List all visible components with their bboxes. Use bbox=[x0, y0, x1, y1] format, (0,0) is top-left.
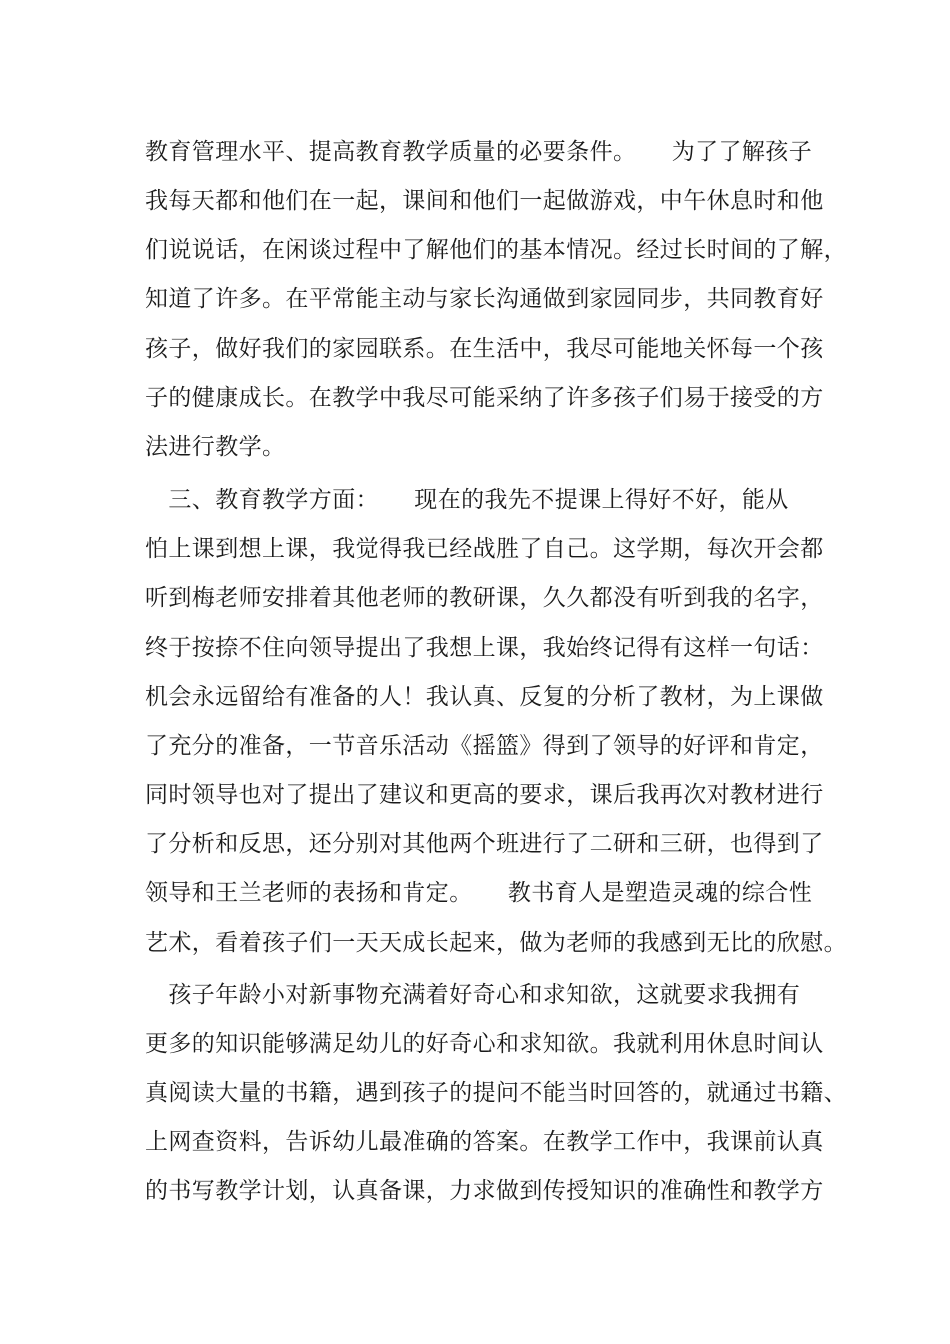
text-line: 艺术，看着孩子们一天天成长起来，做为老师的我感到无比的欣慰。 bbox=[145, 930, 847, 956]
text-line: 孩子，做好我们的家园联系。在生活中，我尽可能地关怀每一个孩 bbox=[145, 336, 824, 362]
text-line: 我每天都和他们在一起，课间和他们一起做游戏，中午休息时和他 bbox=[145, 188, 824, 214]
text-line: 知道了许多。在平常能主动与家长沟通做到家园同步，共同教育好 bbox=[145, 286, 824, 312]
text-line: 机会永远留给有准备的人！我认真、反复的分析了教材，为上课做 bbox=[145, 684, 824, 710]
text-line: 终于按捺不住向领导提出了我想上课，我始终记得有这样一句话： bbox=[145, 635, 824, 661]
paragraph-start-line: 孩子年龄小对新事物充满着好奇心和求知欲，这就要求我拥有 bbox=[145, 982, 801, 1008]
text-line: 同时领导也对了提出了建议和更高的要求，课后我再次对教材进行 bbox=[145, 782, 824, 808]
text-line: 的书写教学计划，认真备课，力求做到传授知识的准确性和教学方 bbox=[145, 1178, 824, 1204]
section-heading-line: 三、教育教学方面： 现在的我先不提课上得好不好，能从 bbox=[145, 487, 789, 513]
text-line: 怕上课到想上课，我觉得我已经战胜了自己。这学期，每次开会都 bbox=[145, 536, 824, 562]
text-line: 了充分的准备，一节音乐活动《摇篮》得到了领导的好评和肯定， bbox=[145, 733, 824, 759]
text-line: 上网查资料，告诉幼儿最准确的答案。在教学工作中，我课前认真 bbox=[145, 1129, 824, 1155]
text-line: 法进行教学。 bbox=[145, 434, 286, 460]
text-line: 更多的知识能够满足幼儿的好奇心和求知欲。我就利用休息时间认 bbox=[145, 1031, 824, 1057]
text-line: 们说说话，在闲谈过程中了解他们的基本情况。经过长时间的了解， bbox=[145, 237, 847, 263]
text-line: 教育管理水平、提高教育教学质量的必要条件。 为了了解孩子 bbox=[145, 139, 813, 165]
text-line: 领导和王兰老师的表扬和肯定。 教书育人是塑造灵魂的综合性 bbox=[145, 880, 813, 906]
text-line: 子的健康成长。在教学中我尽可能采纳了许多孩子们易于接受的方 bbox=[145, 385, 824, 411]
text-line: 真阅读大量的书籍，遇到孩子的提问不能当时回答的，就通过书籍、 bbox=[145, 1080, 847, 1106]
text-line: 了分析和反思，还分别对其他两个班进行了二研和三研，也得到了 bbox=[145, 831, 824, 857]
text-line: 听到梅老师安排着其他老师的教研课，久久都没有听到我的名字， bbox=[145, 585, 824, 611]
